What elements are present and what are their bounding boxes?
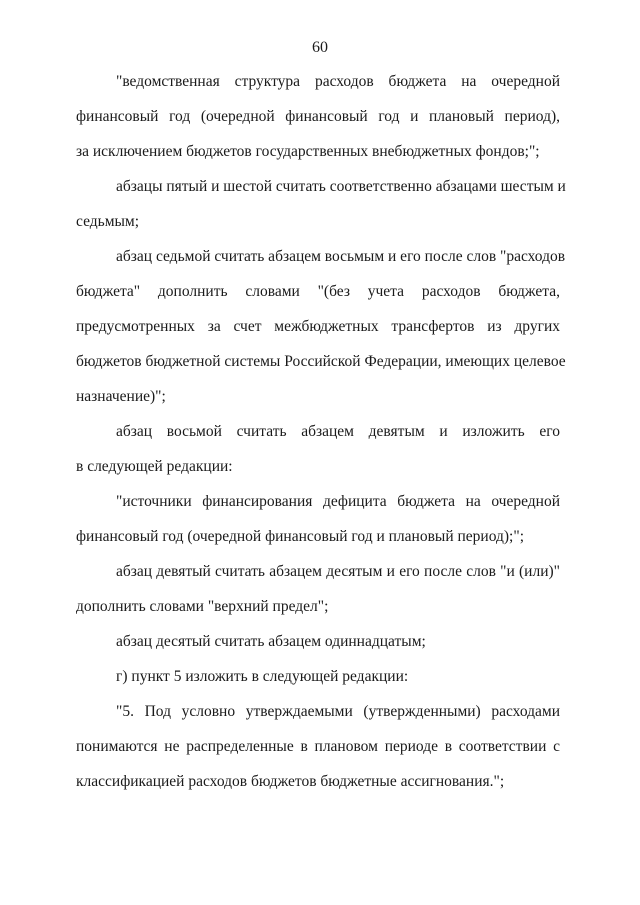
text-line: "ведомственная структура расходов бюджета на очередной: [116, 73, 560, 90]
text-line: абзац седьмой считать абзацем восьмым и его после слов "расходов: [116, 248, 566, 265]
text-line: дополнить словами "верхний предел";: [76, 598, 329, 615]
text-line: бюджетов бюджетной системы Российской Федерации, имеющих целевое: [76, 353, 566, 370]
text-line: понимаются не распределенные в плановом периоде в соответствии с: [76, 738, 560, 755]
text-line: назначение)";: [76, 388, 166, 405]
text-line: абзац десятый считать абзацем одиннадцатым;: [116, 633, 426, 650]
text-line: финансовый год (очередной финансовый год и плановый период),: [76, 108, 560, 125]
text-line: за исключением бюджетов государственных внебюджетных фондов;";: [76, 143, 540, 160]
text-line: абзац восьмой считать абзацем девятым и изложить его: [116, 423, 560, 440]
text-line: предусмотренных за счет межбюджетных трансфертов из других: [76, 318, 560, 335]
text-line: абзацы пятый и шестой считать соответственно абзацами шестым и: [116, 178, 566, 195]
text-line: в следующей редакции:: [76, 458, 233, 475]
text-line: "5. Под условно утверждаемыми (утвержденными) расходами: [116, 703, 560, 720]
text-line: бюджета" дополнить словами "(без учета расходов бюджета,: [76, 283, 560, 300]
text-line: г) пункт 5 изложить в следующей редакции:: [116, 668, 409, 685]
page-number: 60: [312, 39, 328, 56]
text-line: финансовый год (очередной финансовый год и плановый период);";: [76, 528, 525, 545]
text-line: "источники финансирования дефицита бюджета на очередной: [116, 493, 560, 510]
text-line: классификацией расходов бюджетов бюджетные ассигнования.";: [76, 773, 505, 790]
text-line: абзац девятый считать абзацем десятым и его после слов "и (или)": [116, 563, 560, 580]
text-line: седьмым;: [76, 213, 140, 230]
